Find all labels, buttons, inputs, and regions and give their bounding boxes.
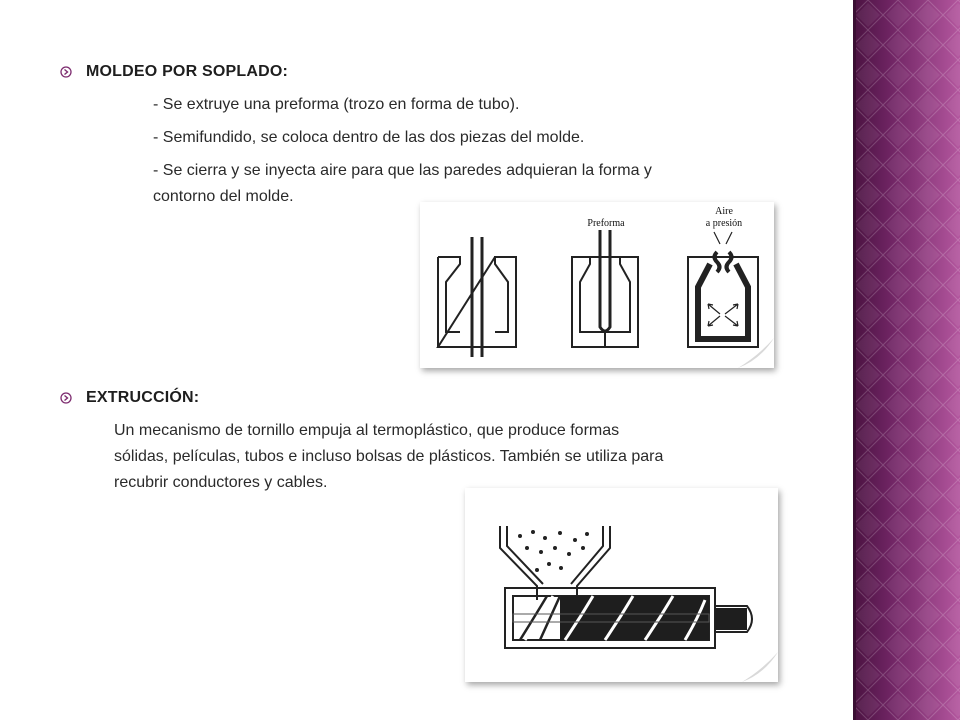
- label-preforma: Preforma: [587, 218, 625, 229]
- decorative-diamond-band: [853, 0, 960, 720]
- circled-arrow-bullet-icon: [60, 66, 72, 78]
- moldeo-line-1: - Se extruye una preforma (trozo en forma de tubo).: [153, 96, 520, 113]
- extruccion-line-3: recubrir conductores y cables.: [114, 474, 328, 491]
- moldeo-line-3: - Se cierra y se inyecta aire para que las paredes adquieran la forma y: [153, 162, 652, 179]
- label-a-presion: a presión: [705, 218, 743, 229]
- extruccion-line-2: sólidas, películas, tubos e incluso bolsas de plásticos. También se utiliza para: [114, 448, 664, 465]
- extrusion-figure: [465, 488, 778, 682]
- moldeo-line-2: - Semifundido, se coloca dentro de las dos piezas del molde.: [153, 129, 585, 146]
- circled-arrow-bullet-icon: [60, 392, 72, 404]
- moldeo-line-4: contorno del molde.: [153, 188, 294, 205]
- label-aire: Aire: [715, 206, 733, 217]
- page-curl-icon: [738, 338, 774, 368]
- section-heading-extruccion: [60, 389, 199, 407]
- section-heading-moldeo: [60, 63, 288, 81]
- page-curl-icon: [742, 652, 778, 682]
- extruccion-line-1: Un mecanismo de tornillo empuja al termoplástico, que produce formas: [114, 422, 620, 439]
- heading-text: EXTRUCCIÓN:: [86, 389, 200, 406]
- heading-text: MOLDEO POR SOPLADO:: [86, 63, 289, 80]
- blow-molding-figure: [420, 202, 774, 368]
